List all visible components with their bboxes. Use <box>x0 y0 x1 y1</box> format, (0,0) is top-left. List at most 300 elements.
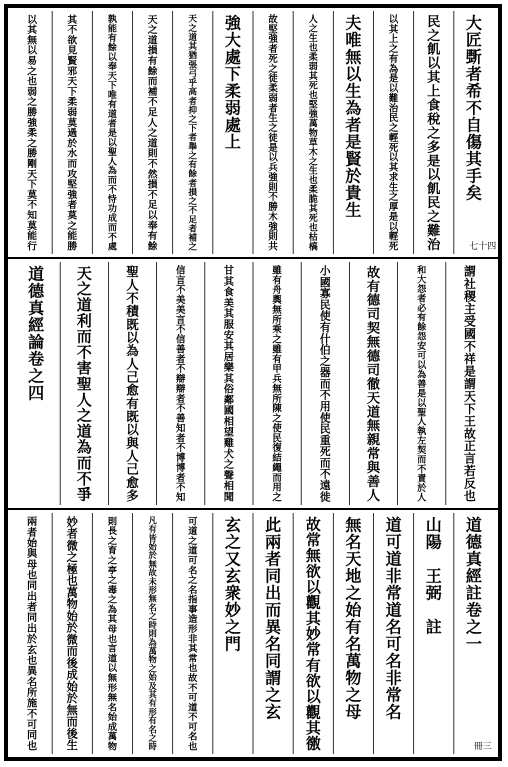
text-column <box>224 264 235 503</box>
glyph: 形 <box>107 682 118 694</box>
glyph: 異 <box>265 617 282 637</box>
glyph: 名 <box>385 651 402 671</box>
glyph: 重 <box>319 433 331 447</box>
glyph: 天 <box>147 14 158 26</box>
glyph: 名 <box>188 731 198 743</box>
glyph: 道 <box>107 109 117 120</box>
glyph: 常 <box>366 447 381 463</box>
glyph: 其 <box>67 14 78 26</box>
glyph: 也 <box>27 740 38 753</box>
glyph: 以 <box>27 45 37 57</box>
glyph: 足 <box>147 107 158 119</box>
glyph: 凡 <box>148 515 157 526</box>
glyph: 有 <box>148 524 157 535</box>
glyph: 不 <box>126 290 139 306</box>
glyph: 不 <box>176 364 186 376</box>
glyph: 易 <box>27 55 37 67</box>
glyph: 雖 <box>272 344 282 356</box>
glyph: 弱 <box>308 62 318 73</box>
text-column <box>125 264 140 503</box>
glyph: 結 <box>272 453 282 465</box>
glyph: 是 <box>417 389 427 400</box>
glyph: 柔 <box>308 185 318 196</box>
glyph: 死 <box>388 241 399 253</box>
glyph: 損 <box>147 45 158 57</box>
glyph: 名 <box>345 532 362 552</box>
glyph: 愈 <box>126 382 139 398</box>
glyph: 民 <box>427 14 441 30</box>
glyph: 天 <box>463 389 476 404</box>
glyph: 卷 <box>28 349 45 369</box>
glyph: 死 <box>308 81 318 92</box>
glyph: 知 <box>176 423 186 435</box>
glyph: 不 <box>176 285 186 297</box>
glyph: 不 <box>417 465 427 476</box>
glyph: 道 <box>76 296 92 315</box>
text-column <box>66 13 78 253</box>
text-column <box>265 515 282 721</box>
glyph: 堅 <box>268 24 278 36</box>
glyph: 執 <box>417 427 427 438</box>
glyph: 服 <box>223 319 235 332</box>
glyph: 有 <box>388 53 399 65</box>
glyph: 若 <box>463 464 476 479</box>
glyph: 人 <box>126 448 139 464</box>
glyph: 博 <box>176 453 186 465</box>
glyph: 始 <box>107 712 118 724</box>
glyph: 常 <box>385 685 402 705</box>
text-column <box>187 515 198 752</box>
glyph: 與 <box>366 461 381 477</box>
glyph: 無 <box>366 419 381 435</box>
glyph: 食 <box>427 98 441 114</box>
glyph: 下 <box>27 179 37 191</box>
text-column <box>147 515 157 751</box>
glyph: 大 <box>224 30 241 50</box>
glyph: 弓 <box>188 69 198 80</box>
glyph: 不 <box>107 233 117 244</box>
glyph: 長 <box>107 526 118 538</box>
glyph: 不 <box>319 467 331 481</box>
glyph: 道 <box>385 600 402 620</box>
glyph: 經 <box>28 315 45 335</box>
glyph: 積 <box>126 303 139 319</box>
glyph: 毒 <box>107 584 118 596</box>
glyph: 柔 <box>224 81 241 101</box>
glyph: 天 <box>188 14 198 25</box>
glyph: 道 <box>188 32 198 43</box>
glyph: 之 <box>107 594 118 606</box>
glyph: 德 <box>366 293 381 309</box>
glyph: 繩 <box>272 462 282 474</box>
glyph: 之 <box>388 123 399 135</box>
glyph: 玄 <box>265 702 282 722</box>
glyph: 道 <box>188 526 198 538</box>
glyph: 玄 <box>224 515 241 535</box>
glyph: 而 <box>66 645 78 659</box>
glyph: 不 <box>176 482 186 494</box>
glyph: 使 <box>272 423 282 435</box>
glyph: 契 <box>417 446 427 457</box>
glyph: 名 <box>265 634 282 654</box>
glyph: 道 <box>76 422 92 441</box>
glyph: 萬 <box>148 645 157 656</box>
glyph: 可 <box>188 721 198 733</box>
glyph: 之 <box>268 63 278 75</box>
glyph: 以 <box>417 360 427 371</box>
glyph: 司 <box>366 307 381 323</box>
glyph: 以 <box>427 168 441 184</box>
glyph: 而 <box>319 377 331 391</box>
glyph: 以 <box>305 577 321 596</box>
glyph: 於 <box>345 166 362 186</box>
glyph: 真 <box>465 549 482 569</box>
glyph: 死 <box>268 53 278 65</box>
glyph: 強 <box>27 117 37 129</box>
glyph: 民 <box>388 113 399 125</box>
glyph: 其 <box>223 372 235 385</box>
glyph: 同 <box>27 612 38 625</box>
glyph: 有 <box>107 34 117 45</box>
glyph: 柔 <box>67 97 78 109</box>
glyph: 而 <box>319 456 331 470</box>
glyph: 生 <box>388 182 399 194</box>
glyph: 物 <box>345 668 362 688</box>
glyph: 聖 <box>76 375 92 394</box>
glyph: 唯 <box>107 90 117 101</box>
glyph: 飢 <box>427 42 441 58</box>
glyph: 甲 <box>272 364 282 376</box>
glyph: 之 <box>427 126 441 142</box>
glyph: 及 <box>148 680 157 691</box>
glyph: 使 <box>319 411 331 425</box>
glyph: 則 <box>147 148 158 160</box>
glyph: 物 <box>148 654 157 665</box>
glyph: 註 <box>425 617 442 637</box>
text-column <box>386 515 402 721</box>
vertical-text-block <box>8 510 498 757</box>
glyph: 始 <box>27 537 38 550</box>
text-column <box>308 13 319 253</box>
glyph: 相 <box>223 415 235 428</box>
glyph: 餘 <box>147 66 158 78</box>
glyph: 必 <box>417 303 427 314</box>
glyph: 名 <box>188 584 198 596</box>
glyph: 人 <box>76 390 92 409</box>
glyph: 欲 <box>67 35 78 47</box>
glyph: 下 <box>67 86 78 98</box>
glyph: 徼 <box>305 734 321 753</box>
glyph: 賢 <box>345 149 362 169</box>
glyph: 乎 <box>188 78 198 89</box>
glyph: 輕 <box>388 132 399 144</box>
glyph: 之 <box>27 97 37 109</box>
glyph: 名 <box>27 676 38 689</box>
glyph: 博 <box>176 462 186 474</box>
glyph: 生 <box>308 166 318 177</box>
glyph: 名 <box>385 617 402 637</box>
glyph: 無 <box>345 515 362 535</box>
glyph: 餘 <box>188 169 198 180</box>
glyph: 輕 <box>388 231 399 243</box>
glyph: 能 <box>27 231 37 243</box>
glyph: 犬 <box>223 448 235 461</box>
glyph: 物 <box>308 128 318 139</box>
glyph: 之 <box>107 575 118 587</box>
glyph: 足 <box>188 215 198 226</box>
glyph: 成 <box>107 214 117 225</box>
glyph: 也 <box>188 663 198 675</box>
glyph: 始 <box>66 609 78 623</box>
glyph: 生 <box>308 34 318 45</box>
glyph: 怨 <box>417 332 427 343</box>
glyph: 無 <box>66 703 78 717</box>
glyph: 妙 <box>66 515 78 529</box>
text-panel-top <box>7 7 499 258</box>
glyph: 與 <box>27 548 38 561</box>
glyph: 以 <box>27 14 37 26</box>
glyph: 信 <box>176 265 186 277</box>
glyph: 草 <box>308 138 318 149</box>
glyph: 衆 <box>224 583 241 603</box>
glyph: 治 <box>388 103 399 115</box>
glyph: 所 <box>272 393 282 405</box>
glyph: 木 <box>308 147 318 158</box>
glyph: 而 <box>147 76 158 88</box>
glyph: 之 <box>272 492 282 504</box>
text-column <box>425 515 442 636</box>
glyph: 爭 <box>76 485 92 504</box>
glyph: 玄 <box>27 644 38 657</box>
glyph: 異 <box>27 665 38 678</box>
glyph: 徒 <box>268 73 278 85</box>
glyph: 不 <box>76 469 92 488</box>
glyph: 極 <box>66 562 78 576</box>
glyph: 非 <box>188 633 198 645</box>
glyph: 之 <box>308 24 318 35</box>
glyph: 勝 <box>268 202 278 214</box>
glyph: 出 <box>265 583 282 603</box>
glyph: 補 <box>147 86 158 98</box>
glyph: 美 <box>176 295 186 307</box>
glyph: 者 <box>188 178 198 189</box>
glyph: 以 <box>417 398 427 409</box>
glyph: 妙 <box>305 624 321 643</box>
glyph: 成 <box>107 721 118 733</box>
text-panel-middle <box>7 258 499 509</box>
glyph: 其 <box>223 275 235 288</box>
glyph: 者 <box>27 526 38 539</box>
glyph: 常 <box>385 583 402 603</box>
glyph: 餘 <box>417 322 427 333</box>
glyph: 與 <box>126 435 139 451</box>
text-column <box>416 264 427 504</box>
glyph: 育 <box>107 545 118 557</box>
glyph: 言 <box>176 275 186 287</box>
glyph: 孰 <box>107 15 117 26</box>
glyph: 於 <box>27 633 38 646</box>
glyph: 有 <box>272 354 282 366</box>
glyph: 既 <box>126 409 139 425</box>
glyph: 之 <box>345 685 362 705</box>
glyph: 而 <box>265 600 282 620</box>
glyph: 槁 <box>308 242 318 253</box>
glyph: 謂 <box>463 264 476 279</box>
glyph: 之 <box>223 459 235 472</box>
text-column <box>271 264 282 503</box>
glyph: 善 <box>366 474 381 490</box>
glyph: 其 <box>107 614 118 626</box>
glyph: 食 <box>223 286 235 299</box>
glyph: 形 <box>148 585 157 596</box>
glyph: 不 <box>176 403 186 415</box>
glyph: 國 <box>319 275 331 289</box>
glyph: 損 <box>147 179 158 191</box>
text-column <box>367 265 381 504</box>
glyph: 強 <box>308 109 318 120</box>
glyph: 甘 <box>223 265 235 278</box>
glyph: 伯 <box>319 343 331 357</box>
glyph: 為 <box>107 166 117 177</box>
glyph: 剛 <box>27 159 37 171</box>
text-column <box>27 264 45 402</box>
glyph: 門 <box>224 634 241 654</box>
glyph: 也 <box>66 574 78 588</box>
glyph: 而 <box>76 454 92 473</box>
glyph: 也 <box>308 90 318 101</box>
glyph: 弼 <box>425 583 442 603</box>
glyph: 水 <box>67 148 78 160</box>
glyph: 上 <box>427 84 441 100</box>
glyph: 不 <box>27 708 38 721</box>
glyph: 有 <box>148 698 157 709</box>
glyph: 是 <box>463 364 476 379</box>
glyph: 不 <box>319 388 331 402</box>
glyph: 雞 <box>223 437 235 450</box>
glyph: 天 <box>27 169 37 181</box>
glyph: 柔 <box>268 83 278 95</box>
glyph: 弱 <box>268 93 278 105</box>
glyph: 無 <box>148 593 157 604</box>
glyph: 有 <box>272 275 282 287</box>
glyph: 乘 <box>272 324 282 336</box>
glyph: 多 <box>427 140 441 156</box>
glyph: 而 <box>417 455 427 466</box>
glyph: 可 <box>188 516 198 528</box>
glyph: 天 <box>345 549 362 569</box>
glyph: 有 <box>319 321 331 335</box>
glyph: 主 <box>463 302 476 317</box>
glyph: 德 <box>465 532 482 552</box>
glyph: 非 <box>385 668 402 688</box>
glyph: 常 <box>305 640 321 659</box>
glyph: 人 <box>417 417 427 428</box>
glyph: 微 <box>66 539 78 553</box>
glyph: 故 <box>305 515 321 534</box>
glyph: 處 <box>107 242 117 253</box>
glyph: 其 <box>223 308 235 321</box>
glyph: 註 <box>465 583 482 603</box>
glyph: 其 <box>465 149 482 169</box>
glyph: 有 <box>126 395 139 411</box>
glyph: 者 <box>176 354 186 366</box>
glyph: 之 <box>27 66 37 78</box>
glyph: 以 <box>268 152 278 164</box>
glyph: 國 <box>223 405 235 418</box>
glyph: 寡 <box>319 287 331 301</box>
glyph: 己 <box>126 461 139 477</box>
glyph: 德 <box>28 281 45 301</box>
glyph: 道 <box>385 549 402 569</box>
glyph: 言 <box>463 451 476 466</box>
glyph: 同 <box>265 651 282 671</box>
glyph: 兩 <box>265 532 282 552</box>
glyph: 故 <box>366 265 381 281</box>
glyph: 者 <box>345 115 362 135</box>
glyph: 怨 <box>417 285 427 296</box>
glyph: 遠 <box>319 479 331 493</box>
glyph: 高 <box>188 87 198 98</box>
glyph: 人 <box>126 277 139 293</box>
glyph: 言 <box>176 314 186 326</box>
book-page <box>4 4 502 761</box>
glyph: 多 <box>126 488 139 504</box>
glyph: 萬 <box>66 586 78 600</box>
glyph: 以 <box>345 64 362 84</box>
glyph: 而 <box>67 159 78 171</box>
glyph: 地 <box>345 566 362 586</box>
glyph: 莫 <box>27 189 37 201</box>
glyph: 不 <box>188 682 198 694</box>
glyph: 望 <box>223 426 235 439</box>
glyph: 親 <box>366 433 381 449</box>
glyph: 德 <box>366 349 381 365</box>
glyph: 契 <box>366 321 381 337</box>
glyph: 莫 <box>67 210 78 222</box>
glyph: 死 <box>319 445 331 459</box>
glyph: 求 <box>388 172 399 184</box>
glyph: 萬 <box>308 119 318 130</box>
glyph: 欲 <box>305 562 321 581</box>
glyph: 可 <box>417 351 427 362</box>
glyph: 可 <box>385 532 402 552</box>
glyph: 之 <box>188 115 198 126</box>
glyph: 有 <box>417 313 427 324</box>
glyph: 下 <box>107 81 117 92</box>
glyph: 民 <box>319 422 331 436</box>
glyph: 之 <box>148 663 157 674</box>
glyph: 厚 <box>388 202 399 214</box>
glyph: 脆 <box>308 195 318 206</box>
glyph: 觀 <box>305 703 321 722</box>
glyph: 舟 <box>272 285 282 297</box>
glyph: 之 <box>345 583 362 603</box>
glyph: 母 <box>107 624 118 636</box>
glyph: 處 <box>224 47 241 67</box>
glyph: 安 <box>223 329 235 342</box>
glyph: 以 <box>388 83 399 95</box>
glyph: 是 <box>427 154 441 170</box>
glyph: 故 <box>268 14 278 26</box>
glyph: 指 <box>188 594 198 606</box>
glyph: 猶 <box>188 51 198 62</box>
glyph: 無 <box>107 692 118 704</box>
glyph: 者 <box>268 103 278 115</box>
glyph: 善 <box>417 379 427 390</box>
glyph: 於 <box>66 621 78 635</box>
glyph: 之 <box>28 366 45 386</box>
glyph: 處 <box>224 115 241 135</box>
